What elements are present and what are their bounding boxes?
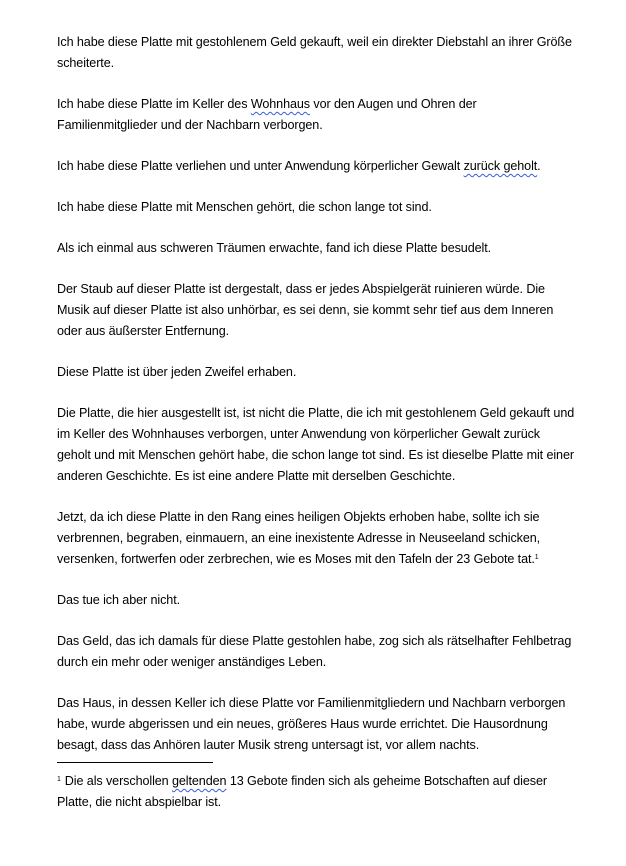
paragraph-4: Ich habe diese Platte mit Menschen gehört, die schon lange tot sind. [57, 200, 432, 214]
footnote-separator [57, 762, 213, 763]
paragraph-1: Ich habe diese Platte mit gestohlenem Geld gekauft, weil ein direkter Diebstahl an ihrer Größe scheiterte. [57, 35, 572, 70]
paragraph-3-text-a: Ich habe diese Platte verliehen und unter Anwendung körperlicher Gewalt [57, 159, 464, 173]
spellcheck-word[interactable]: Wohnhaus [250, 97, 310, 111]
paragraph-2 [57, 94, 577, 136]
footnote-reference[interactable]: 1 [534, 554, 539, 561]
paragraph-7: Diese Platte ist über jeden Zweifel erhaben. [57, 365, 297, 379]
footnote-text-a: Die als verschollen [64, 774, 172, 788]
paragraph-6: Der Staub auf dieser Platte ist dergestalt, dass er jedes Abspielgerät ruinieren würde. Die Musik auf dieser Platte ist also unhörbar, es sei denn, sie kommt sehr tief aus dem Inneren oder aus äußerster Entfernung. [57, 282, 554, 338]
paragraph-5: Als ich einmal aus schweren Träumen erwachte, fand ich diese Platte besudelt. [57, 241, 492, 255]
spellcheck-word[interactable]: zurück geholt [463, 159, 538, 173]
footnote-mark: 1 [57, 776, 61, 783]
paragraph-3-text-b: . [537, 159, 541, 173]
footnote-text-b: 13 Gebote finden sich als geheime Botschaften auf dieser Platte, die nicht abspielbar ist. [57, 774, 547, 809]
paragraph-12: Das Haus, in dessen Keller ich diese Platte vor Familienmitgliedern und Nachbarn verborgen habe, wurde abgerissen und ein neues, größeres Haus wurde errichtet. Die Hausordnung besagt, dass das Anhören lauter Musik streng untersagt ist, vor allem nachts. [57, 696, 566, 752]
paragraph-2-text-a: Ich habe diese Platte im Keller des [57, 97, 251, 111]
paragraph-11: Das Geld, das ich damals für diese Platte gestohlen habe, zog sich als rätselhafter Fehlbetrag durch ein mehr oder weniger anständiges Leben. [57, 634, 572, 669]
paragraph-2-text-b: vor den Augen und Ohren der Familienmitglieder und der Nachbarn verborgen. [57, 97, 477, 132]
paragraph-10: Das tue ich aber nicht. [57, 593, 181, 607]
paragraph-9 [57, 507, 577, 570]
paragraph-3 [57, 156, 577, 177]
document-body [57, 32, 577, 776]
spellcheck-word[interactable]: geltenden [172, 774, 227, 788]
paragraph-9-text: Jetzt, da ich diese Platte in den Rang eines heiligen Objekts erhoben habe, sollte ich sie verbrennen, begraben, einmauern, an eine inexistente Adresse in Neuseeland schicken, versenken, fortwerfen oder zerbrechen, wie es Moses mit den Tafeln der 23 Gebote tat. [57, 510, 541, 566]
paragraph-8: Die Platte, die hier ausgestellt ist, ist nicht die Platte, die ich mit gestohlenem Geld gekauft und im Keller des Wohnhauses verborgen, unter Anwendung von körperlicher Gewalt zurück geholt und mit Menschen gehört habe, die schon lange tot sind. Es ist dieselbe Platte mit einer anderen Geschichte. Es ist eine andere Platte mit derselben Geschichte. [57, 406, 575, 483]
footnote [57, 771, 577, 813]
